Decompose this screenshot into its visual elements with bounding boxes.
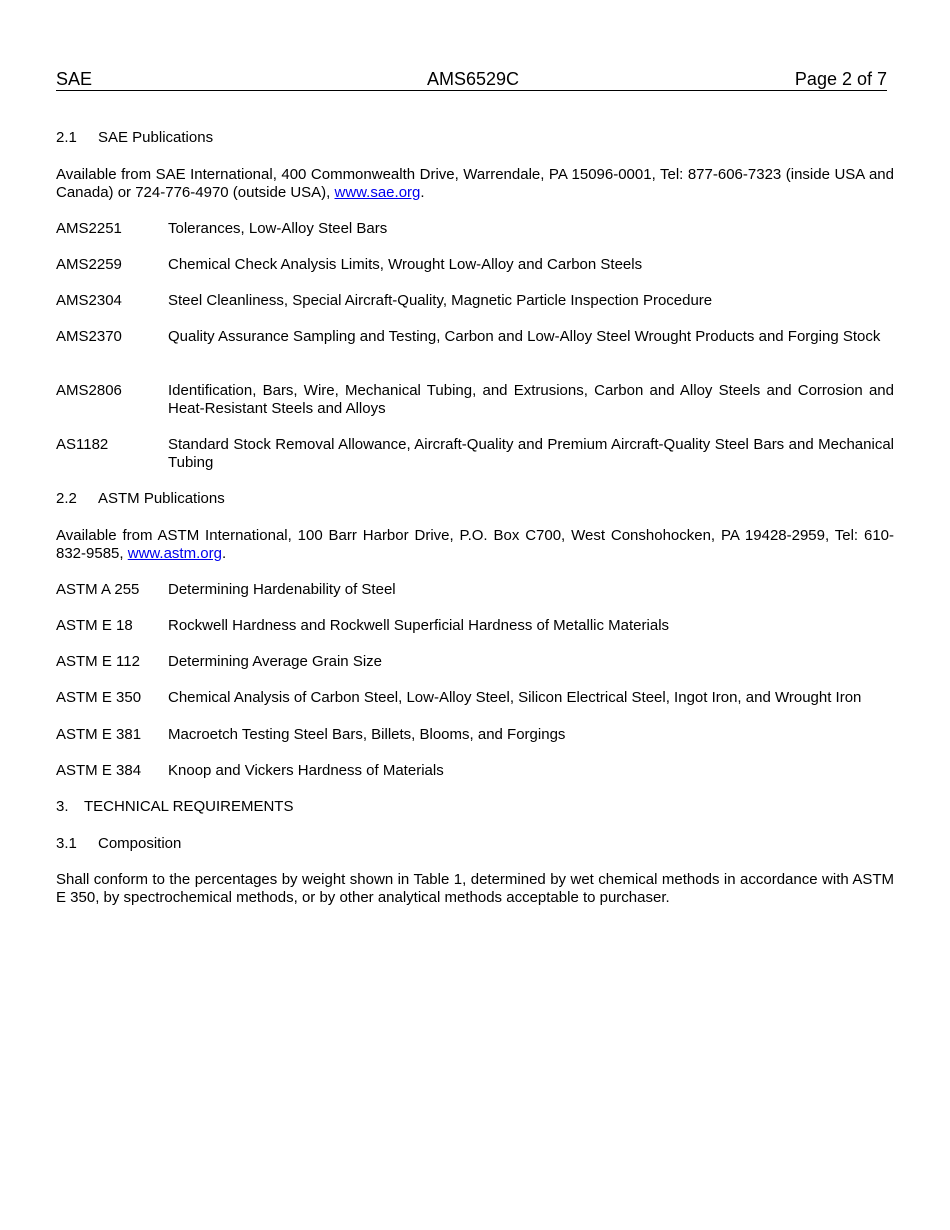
astm-availability-paragraph [56, 527, 894, 563]
page-header [56, 68, 887, 91]
astm-availability-text: Available from ASTM International, 100 Barr Harbor Drive, P.O. Box C700, West Conshohocken, PA 19428-2959, Tel: 610-832-9585, [56, 527, 894, 562]
reference-title: Macroetch Testing Steel Bars, Billets, Blooms, and Forgings [168, 726, 566, 743]
sae-availability-text: Available from SAE International, 400 Commonwealth Drive, Warrendale, PA 15096-0001, Tel: 877-606-7323 (inside USA and Canada) or 724-776-4970 (outside USA), [56, 166, 894, 201]
astm-website-link[interactable]: www.astm.org [127, 545, 222, 562]
reference-title: Determining Average Grain Size [168, 653, 382, 670]
composition-paragraph: Shall conform to the percentages by weight shown in Table 1, determined by wet chemical methods in accordance with ASTM E 350, by spectrochemical methods, or by other analytical methods acceptable to purchaser. [56, 871, 894, 906]
section-2-2-heading [56, 490, 225, 508]
section-number: 3.1 [56, 835, 77, 852]
section-title: Composition [98, 835, 182, 852]
header-organization: SAE [56, 69, 93, 89]
reference-code: ASTM E 18 [56, 617, 133, 634]
section-number: 2.1 [56, 129, 77, 146]
section-3-1-heading [56, 835, 181, 853]
section-title: TECHNICAL REQUIREMENTS [84, 798, 294, 815]
reference-title: Chemical Analysis of Carbon Steel, Low-Alloy Steel, Silicon Electrical Steel, Ingot Iron, and Wrought Iron [168, 689, 862, 706]
reference-title: Determining Hardenability of Steel [168, 581, 396, 598]
reference-code: ASTM E 381 [56, 726, 142, 743]
section-title: SAE Publications [98, 129, 214, 146]
sae-availability-paragraph [56, 166, 894, 202]
section-number: 3. [56, 798, 69, 815]
reference-title: Identification, Bars, Wire, Mechanical Tubing, and Extrusions, Carbon and Alloy Steels and Corrosion and Heat-Resistant Steels and Alloys [168, 382, 894, 417]
reference-code: AMS2806 [56, 382, 122, 399]
reference-code: AMS2251 [56, 220, 122, 237]
reference-title: Tolerances, Low-Alloy Steel Bars [168, 220, 388, 237]
reference-title: Knoop and Vickers Hardness of Materials [168, 762, 444, 779]
reference-title: Standard Stock Removal Allowance, Aircraft-Quality and Premium Aircraft-Quality Steel Bars and Mechanical Tubing [168, 436, 894, 471]
section-2-1-heading [56, 129, 213, 147]
reference-code: ASTM E 112 [56, 653, 140, 670]
reference-title: Quality Assurance Sampling and Testing, Carbon and Low-Alloy Steel Wrought Products and Forging Stock [168, 328, 881, 345]
reference-code: AMS2259 [56, 256, 122, 273]
reference-code: ASTM A 255 [56, 581, 140, 598]
astm-availability-end: . [221, 545, 227, 562]
reference-title: Steel Cleanliness, Special Aircraft-Quality, Magnetic Particle Inspection Procedure [168, 292, 713, 309]
reference-title: Rockwell Hardness and Rockwell Superficial Hardness of Metallic Materials [168, 617, 670, 634]
reference-code: AMS2304 [56, 292, 122, 309]
header-page-number: Page 2 of 7 [794, 69, 887, 89]
section-3-heading [56, 798, 293, 816]
reference-code: ASTM E 384 [56, 762, 142, 779]
reference-code: ASTM E 350 [56, 689, 142, 706]
reference-code: AMS2370 [56, 328, 122, 345]
sae-availability-end: . [420, 184, 425, 201]
sae-website-link[interactable]: www.sae.org [334, 184, 421, 201]
section-number: 2.2 [56, 490, 77, 507]
reference-title: Chemical Check Analysis Limits, Wrought Low-Alloy and Carbon Steels [168, 256, 643, 273]
reference-code: AS1182 [56, 436, 109, 453]
header-document-number: AMS6529C [427, 69, 520, 89]
section-title: ASTM Publications [98, 490, 225, 507]
